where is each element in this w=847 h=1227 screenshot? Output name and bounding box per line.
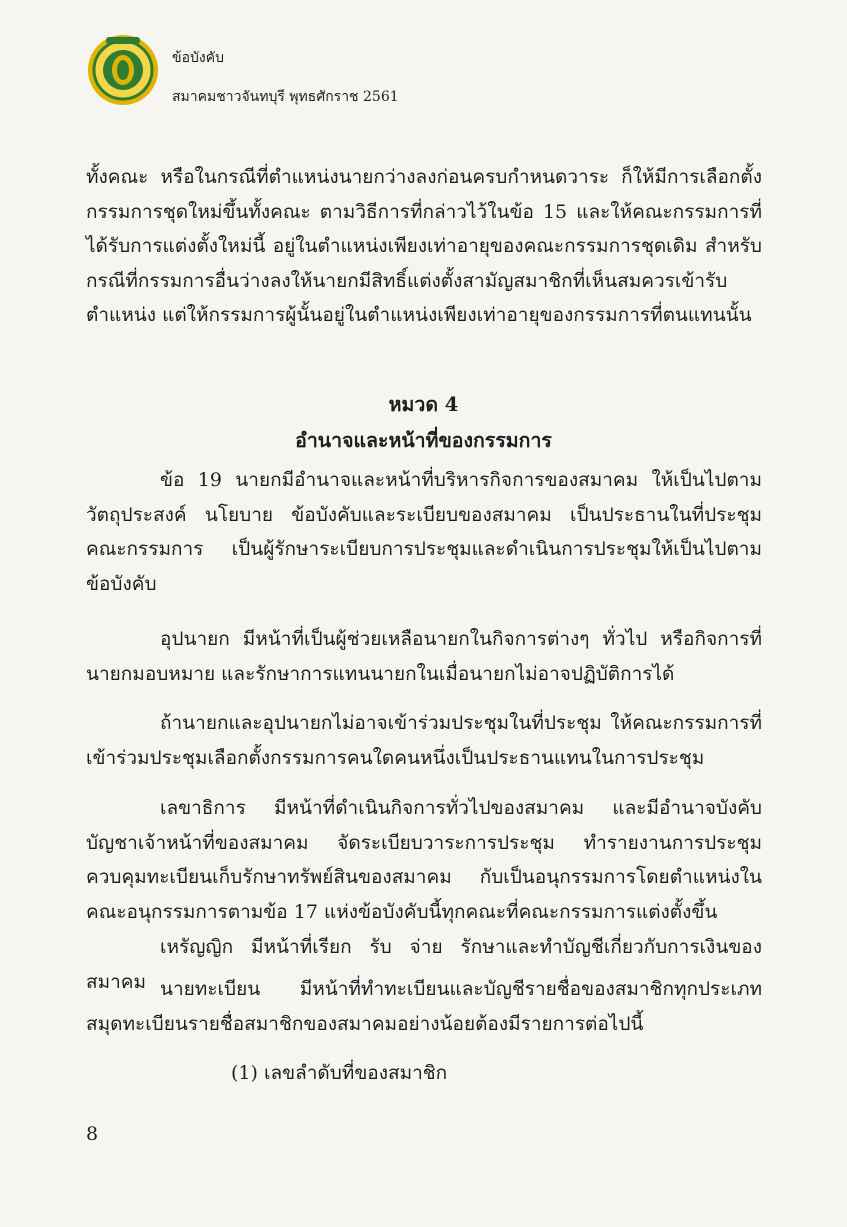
document-title: ข้อบังคับ [172,50,224,66]
association-seal-icon [86,33,160,107]
paragraph-continuation: ทั้งคณะ หรือในกรณีที่ตำแหน่งนายกว่างลงก่อนครบกำหนดวาระ ก็ให้มีการเลือกตั้งกรรมการชุดใหม่ขึ้นทั้งคณะ ตามวิธีการที่กล่าวไว้ในข้อ 15 และให้คณะกรรมการที่ได้รับการแต่งตั้งใหม่นี้ อยู่ในตำแหน่งเพียงเท่าอายุของคณะกรรมการชุดเดิม สำหรับกรณีที่กรรมการอื่นว่างลงให้นายกมีสิทธิ์แต่งตั้งสามัญสมาชิกที่เห็นสมควรเข้ารับตำแหน่ง แต่ให้กรรมการผู้นั้นอยู่ในตำแหน่งเพียงเท่าอายุของกรรมการที่ตนแทนนั้น [86,166,762,326]
section-number: หมวด 4 [388,393,459,416]
paragraph-treasurer: เหรัญญิก มีหน้าที่เรียก รับ จ่าย รักษาและทำบัญชีเกี่ยวกับการเงินของสมาคม [86,936,762,993]
paragraph-absence: ถ้านายกและอุปนายกไม่อาจเข้าร่วมประชุมในที่ประชุม ให้คณะกรรมการที่เข้าร่วมประชุมเลือกตั้งกรรมการคนใดคนหนึ่งเป็นประธานแทนในการประชุม [86,712,762,769]
paragraph-vice-president: อุปนายก มีหน้าที่เป็นผู้ช่วยเหลือนายกในกิจการต่างๆ ทั่วไป หรือกิจการที่นายกมอบหมาย และรักษาการแทนนายกในเมื่อนายกไม่อาจปฏิบัติการได้ [86,628,762,685]
paragraph-secretary: เลขาธิการ มีหน้าที่ดำเนินกิจการทั่วไปของสมาคม และมีอำนาจบังคับบัญชาเจ้าหน้าที่ของสมาคม จัดระเบียบวาระการประชุม ทำรายงานการประชุม ควบคุมทะเบียนเก็บรักษาทรัพย์สินของสมาคม กับเป็นอนุกรรมการโดยตำแหน่งในคณะอนุกรรมการตามข้อ 17 แห่งข้อบังคับนี้ทุกคณะที่คณะกรรมการแต่งตั้งขึ้น [86,797,762,923]
document-subtitle: สมาคมชาวจันทบุรี พุทธศักราช 2561 [172,89,399,105]
section-title: อำนาจและหน้าที่ของกรรมการ [295,429,552,452]
paragraph-registrar: นายทะเบียน มีหน้าที่ทำทะเบียนและบัญชีรายชื่อของสมาชิกทุกประเภท สมุดทะเบียนรายชื่อสมาชิกของสมาคมอย่างน้อยต้องมีรายการต่อไปนี้ [86,978,762,1035]
paragraph-article-19: ข้อ 19 นายกมีอำนาจและหน้าที่บริหารกิจการของสมาคม ให้เป็นไปตามวัตถุประสงค์ นโยบาย ข้อบังคับและระเบียบของสมาคม เป็นประธานในที่ประชุมคณะกรรมการ เป็นผู้รักษาระเบียบการประชุมและดำเนินการประชุมให้เป็นไปตามข้อบังคับ [86,469,762,595]
page-number: 8 [86,1123,99,1145]
list-item: (1) เลขลำดับที่ของสมาชิก [231,1062,448,1084]
